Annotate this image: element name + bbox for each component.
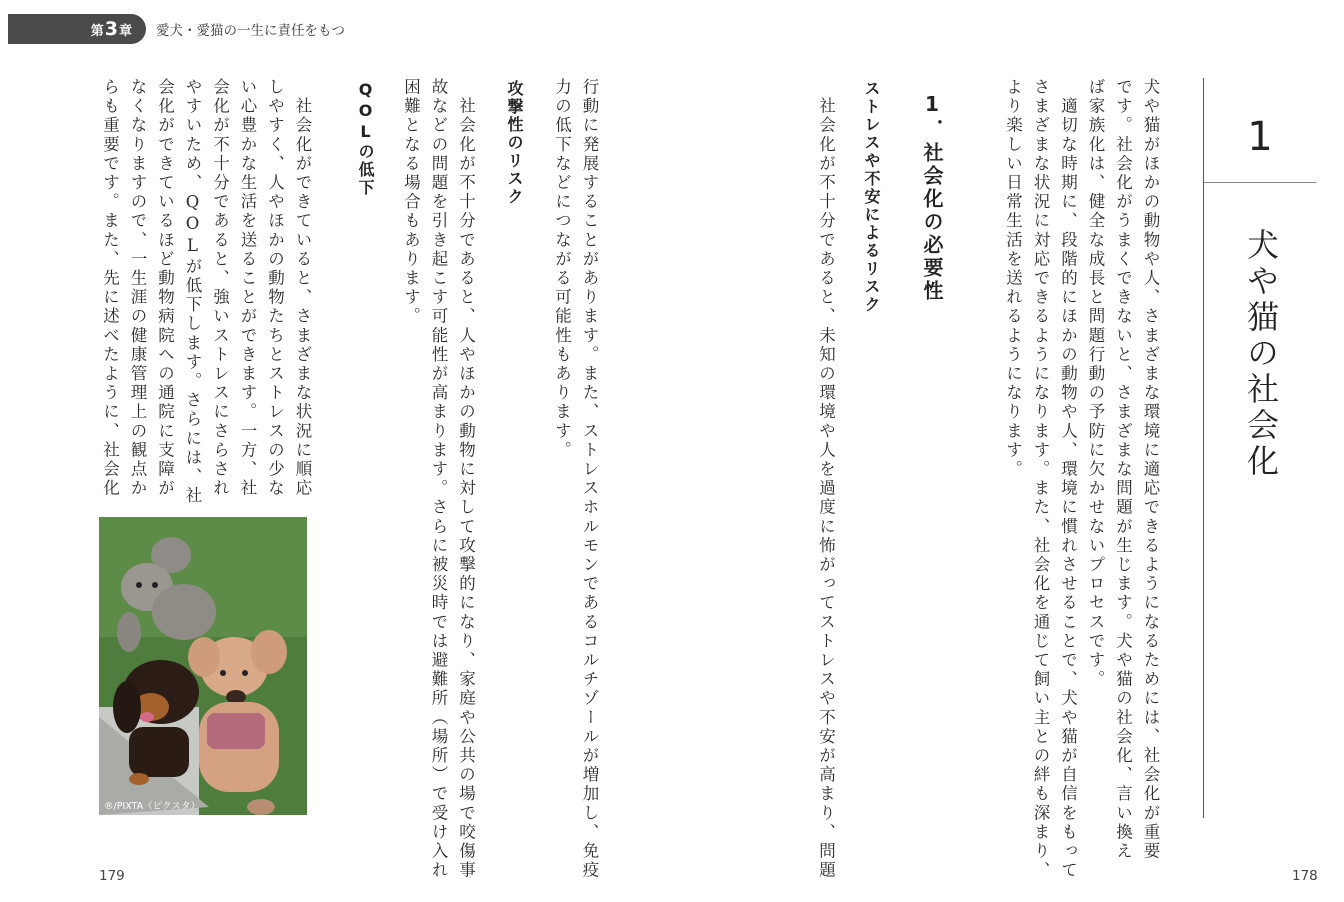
chapter-header: [8, 14, 345, 44]
text-line: 故などの問題を引き起こす可能性が高まります。さらに被災時では避難所（場所）で受け入れ: [429, 78, 448, 881]
text-line: 困難となる場合もあります。: [401, 78, 421, 327]
text-line: やすいため、QOLが低下します。さらには、社: [183, 78, 202, 506]
intro-paragraph: [999, 78, 1164, 881]
chapter-number: 3: [104, 18, 118, 40]
body2-paragraph: [397, 78, 480, 881]
page-number-left: 179: [99, 868, 125, 884]
dogs-photo: [99, 517, 307, 815]
text-line: 社会化ができていると、さまざまな状況に順応: [293, 78, 312, 499]
photo-credit: ®/PIXTA（ピクスタ）: [104, 801, 201, 812]
chapter-badge: [8, 14, 146, 44]
text-line: 会化ができているほど動物病院への通院に支障が: [155, 78, 175, 499]
text-line: 会化が不十分であると、強いストレスにさらされ: [210, 78, 230, 499]
subheading-stress-risk: ストレスや不安によるリスク: [862, 80, 881, 314]
text-line: なくなりますので、一生涯の健康管理上の観点か: [128, 78, 147, 499]
body3-paragraph: [96, 78, 316, 506]
chapter-prefix: 第: [90, 23, 104, 39]
text-line: 社会化が不十分であると、人やほかの動物に対して攻撃的になり、家庭や公共の場で咬傷事: [456, 78, 476, 881]
text-line: 適切な時期に、段階的にほかの動物や人、環境に慣れさせることで、犬や猫が自信をもって: [1058, 78, 1078, 881]
text-line: より楽しい日常生活を送れるようになります。: [1003, 78, 1023, 480]
page-number-right: 178: [1292, 868, 1318, 884]
section-title-box: [1203, 78, 1316, 818]
section-title: 犬や猫の社会化: [1242, 228, 1280, 480]
text-line: さまざまな状況に対応できるようになります。また、社会化を通じて飼い主との絆も深まり、: [1031, 78, 1050, 881]
text-line: 行動に発展することがあります。また、ストレスホルモンであるコルチゾールが増加し、免疫: [580, 78, 599, 881]
body1-continuation: [548, 78, 603, 881]
subheading-aggression-risk: 攻撃性のリスク: [505, 80, 524, 206]
chapter-suffix: 章: [118, 23, 132, 39]
title-divider: [1204, 182, 1316, 183]
body1-first-line: [812, 78, 840, 881]
heading-necessity: 1．社会化の必要性: [920, 92, 944, 303]
text-line: 社会化が不十分であると、未知の環境や人を過度に怖がってストレスや不安が高まり、問題: [816, 78, 836, 881]
text-line: 力の低下などにつながる可能性もあります。: [552, 78, 572, 460]
text-line: しやすく、人やほかの動物たちとストレスの少な: [265, 78, 285, 499]
section-number: 1: [1247, 114, 1273, 160]
subheading-qol: QOLの低下: [356, 80, 375, 197]
dogs-illustration: [99, 517, 307, 815]
text-line: い心豊かな生活を送ることができます。一方、社: [238, 78, 257, 499]
running-title: 愛犬・愛猫の一生に責任をもつ: [156, 23, 345, 39]
text-line: らも重要です。また、先に述べたように、社会化: [100, 78, 120, 499]
text-line: ば家族化は、健全な成長と問題行動の予防に欠かせないプロセスです。: [1086, 78, 1105, 690]
text-line: 犬や猫がほかの動物や人、さまざまな環境に適応できるようになるためには、社会化が重要: [1141, 78, 1160, 862]
text-line: です。社会化がうまくできないと、さまざまな問題が生じます。犬や猫の社会化、言い換え: [1113, 78, 1133, 862]
